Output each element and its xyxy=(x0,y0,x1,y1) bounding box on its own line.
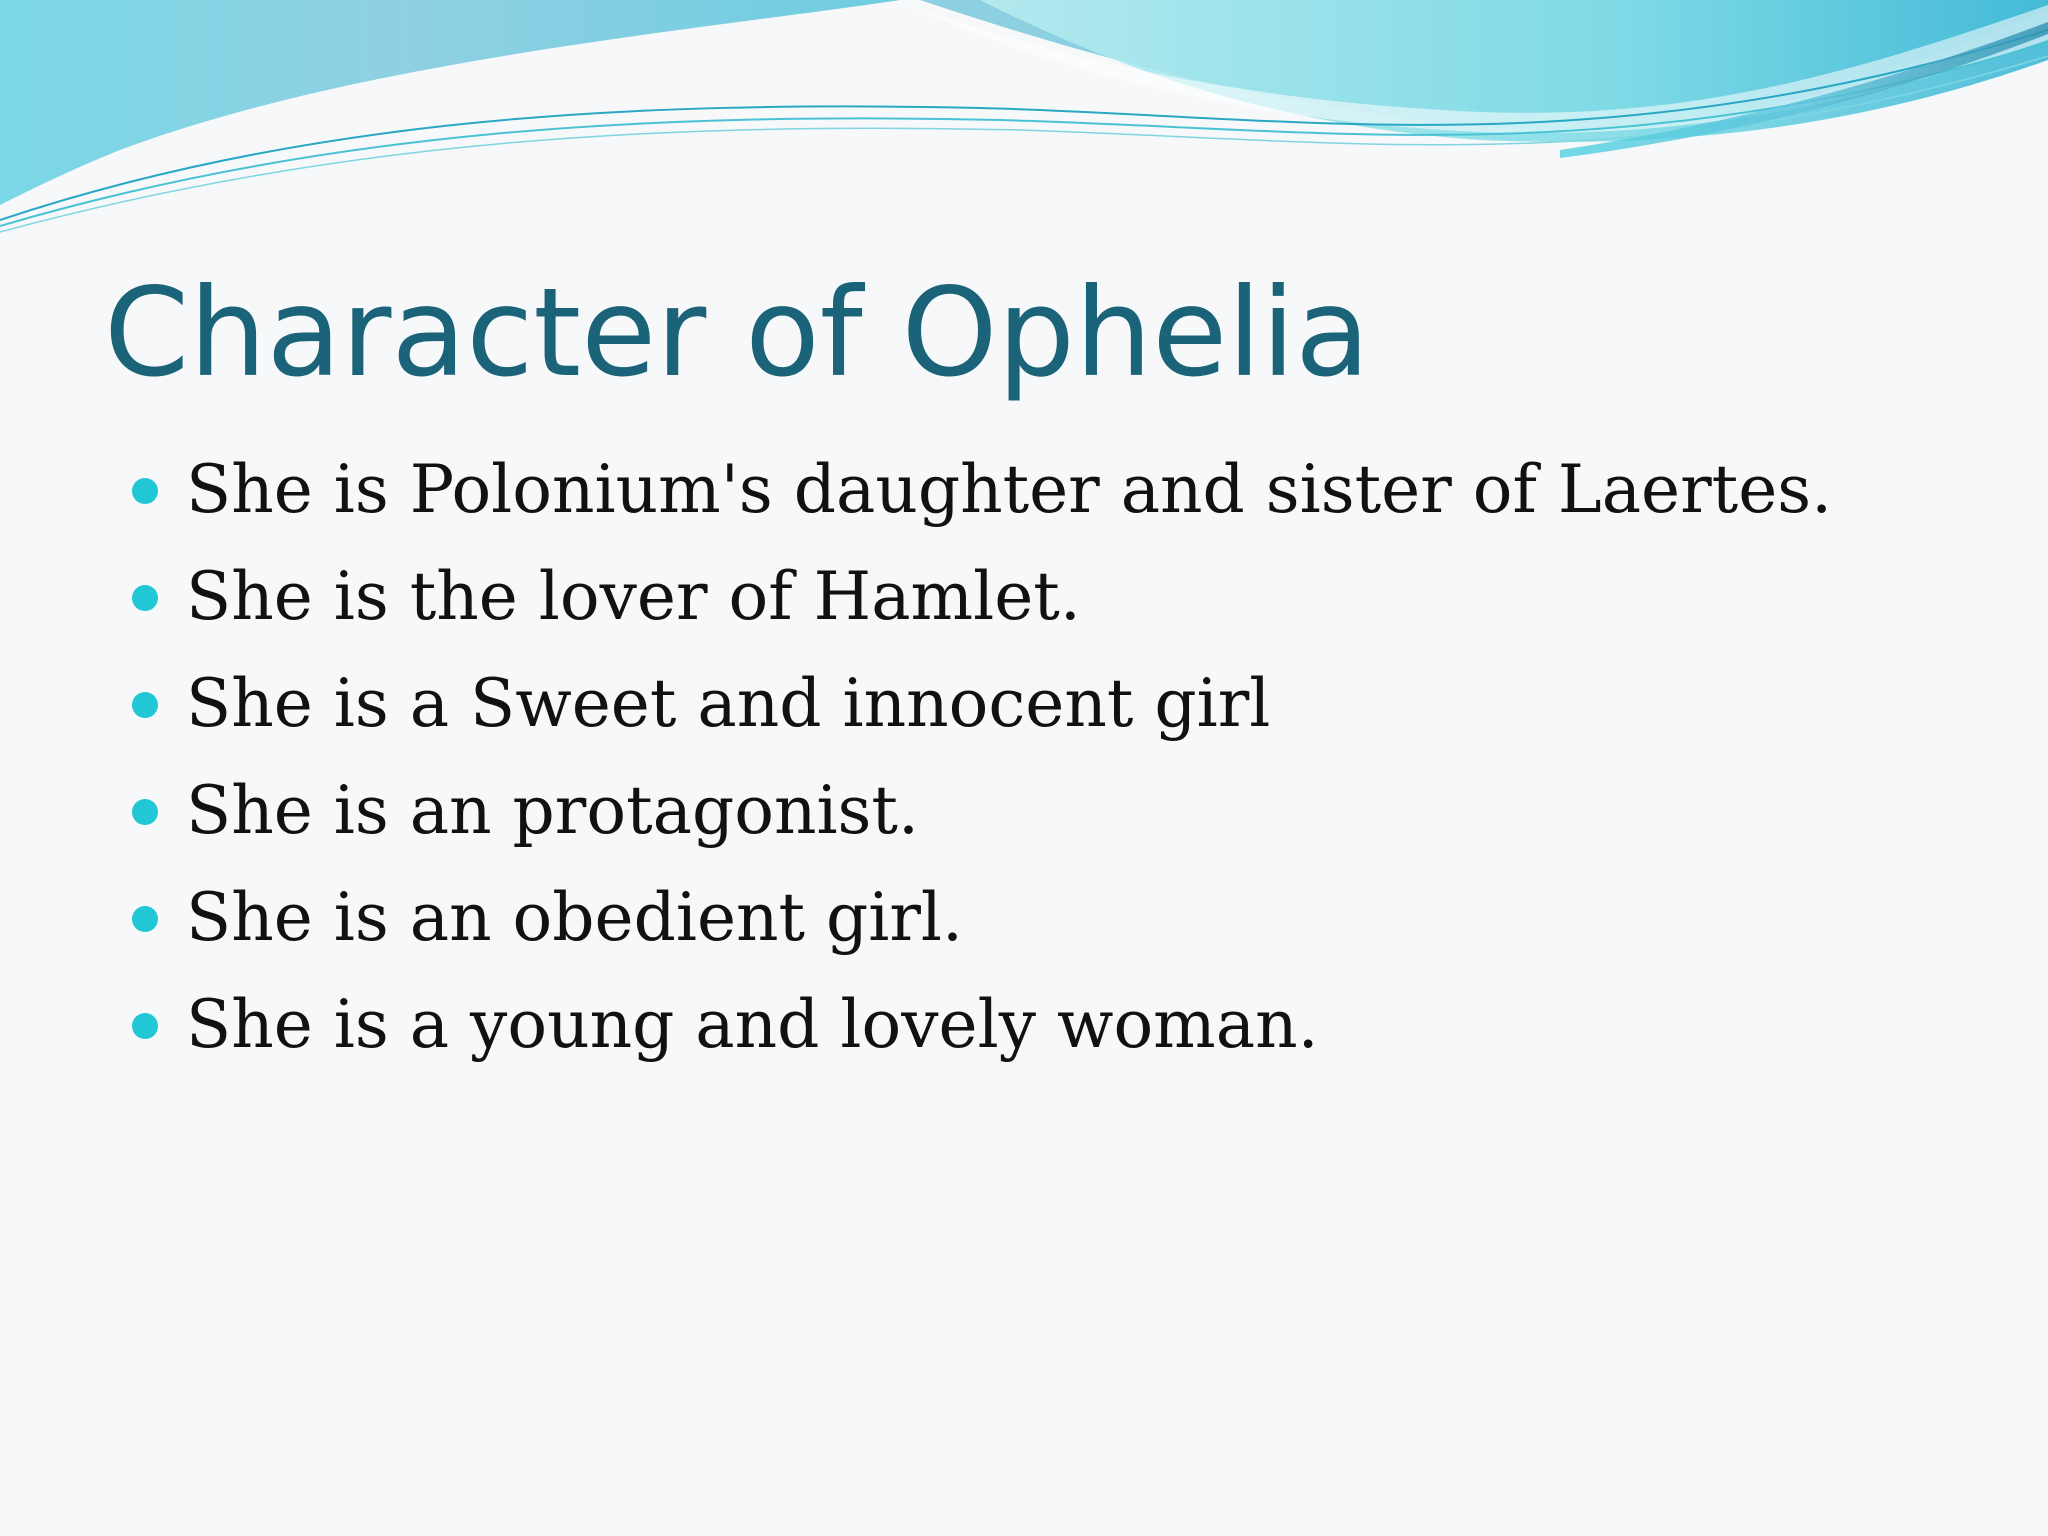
list-item xyxy=(124,868,2004,975)
bullet-text: She is a young and lovely woman. xyxy=(186,986,1319,1063)
list-item xyxy=(124,975,2004,1082)
bullet-dot-icon xyxy=(132,585,158,611)
bullet-dot-icon xyxy=(132,799,158,825)
bullet-text: She is Polonium's daughter and sister of Laertes. xyxy=(186,451,1833,528)
decorative-wave-header xyxy=(0,0,2048,240)
list-item xyxy=(124,440,2004,547)
bullet-text: She is an protagonist. xyxy=(186,772,919,849)
bullet-text: She is a Sweet and innocent girl xyxy=(186,665,1271,742)
list-item xyxy=(124,547,2004,654)
bullet-dot-icon xyxy=(132,692,158,718)
bullet-dot-icon xyxy=(132,1013,158,1039)
bullet-dot-icon xyxy=(132,906,158,932)
wave-shape-left xyxy=(0,0,900,205)
list-item xyxy=(124,654,2004,761)
bullet-dot-icon xyxy=(132,478,158,504)
bullet-text: She is an obedient girl. xyxy=(186,879,964,956)
slide-title: Character of Ophelia xyxy=(104,262,1370,404)
bullet-text: She is the lover of Hamlet. xyxy=(186,558,1081,635)
list-item xyxy=(124,761,2004,868)
bullet-list xyxy=(124,440,2004,1082)
